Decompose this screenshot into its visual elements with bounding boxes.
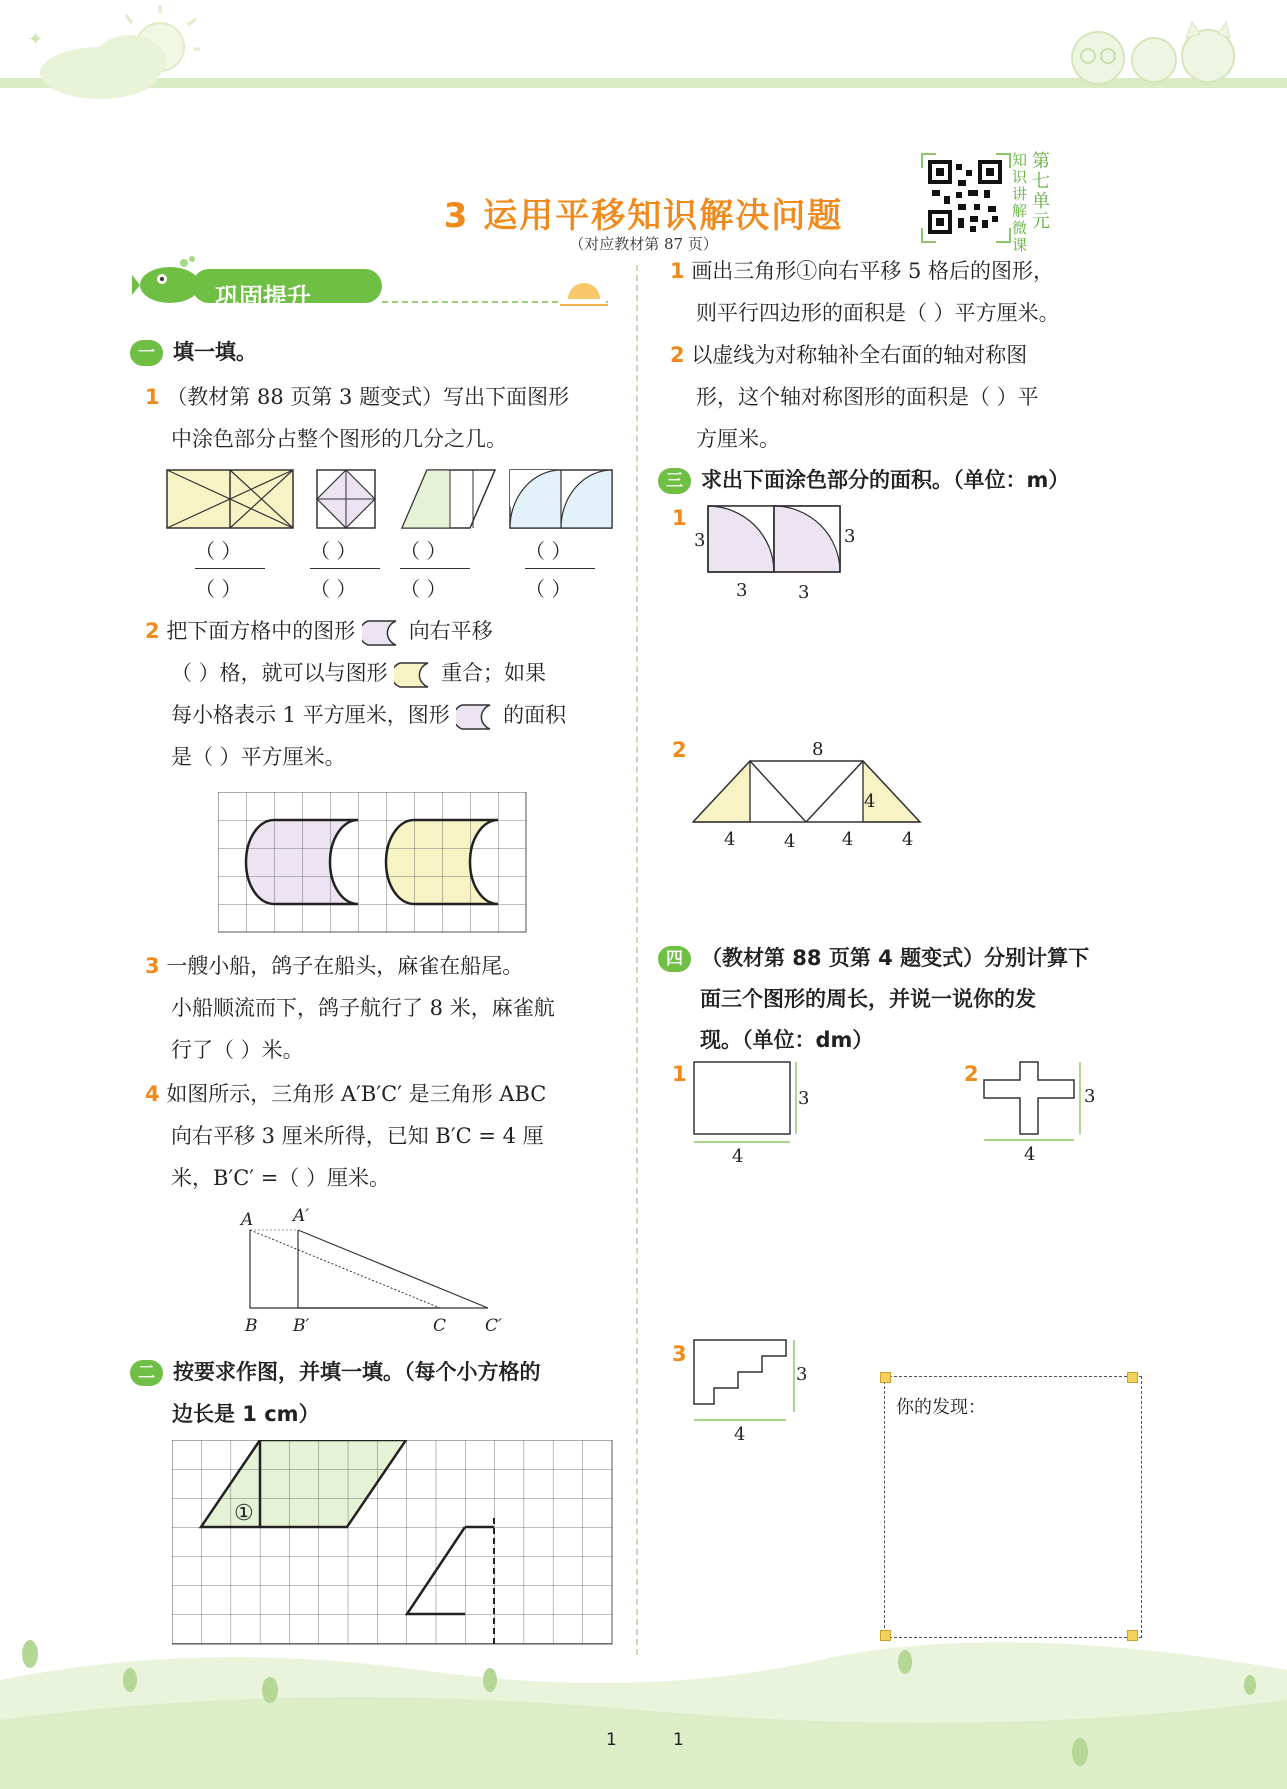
fraction-blank-2[interactable]: （ ） （ ） (310, 535, 380, 602)
svg-text:4: 4 (732, 1146, 744, 1167)
svg-text:3: 3 (844, 526, 856, 547)
figure-number: 1 (672, 1062, 687, 1086)
section-4-heading: 四 （教材第 88 页第 4 题变式）分别计算下 面三个图形的周长，并说一说你的发 现。（单位：dm） (658, 938, 1148, 1061)
label-b: B (245, 1316, 258, 1336)
corner-marker (880, 1372, 891, 1383)
cross-figure (982, 1058, 1122, 1168)
svg-text:4: 4 (724, 829, 736, 850)
section-1-badge: 一 (130, 340, 163, 366)
question-1-3: 3 一艘小船，鸽子在船头，麻雀在船尾。 小船顺流而下，鸽子航行了 8 米，麻雀航 行了（ ）米。 (145, 954, 555, 1062)
banner-title: 巩固提升 (215, 283, 311, 311)
fraction-blank-4[interactable]: （ ） （ ） (525, 535, 595, 602)
page-number-left: 1 (606, 1730, 617, 1750)
page-number-right: 1 (673, 1730, 684, 1750)
svg-text:8: 8 (812, 739, 824, 760)
svg-text:3: 3 (798, 582, 810, 602)
figure-number: 2 (672, 738, 687, 762)
question-2-1: 1 画出三角形①向右平移 5 格后的图形， 则平行四边形的面积是（ ）平方厘米。 (670, 259, 1060, 325)
section-2-badge: 二 (130, 1360, 163, 1386)
landscape-decoration (0, 1640, 1287, 1789)
question-number: 1 (145, 385, 160, 409)
svg-text:4: 4 (902, 829, 914, 850)
label-a-prime: A′ (293, 1206, 310, 1226)
section-1-heading (130, 336, 257, 366)
label-b-prime: B′ (293, 1316, 310, 1336)
question-text: （教材第 88 页第 3 题变式）写出下面图形 (166, 385, 570, 409)
section-2-heading: 二 按要求作图，并填一填。（每个小方格的 边长是 1 cm） (130, 1351, 620, 1435)
shape-icon (394, 661, 434, 689)
svg-text:3: 3 (1084, 1086, 1096, 1107)
figure-number: 2 (964, 1062, 979, 1086)
trapezoid-figure (690, 735, 950, 855)
shape-icon (456, 703, 496, 731)
fraction-blank-3[interactable]: （ ） （ ） (400, 535, 470, 602)
translation-grid (218, 792, 530, 934)
quarter-circle-figure (690, 502, 870, 602)
section-banner (132, 255, 612, 315)
figure-number: 3 (672, 1342, 687, 1366)
section-1-title: 填一填。 (173, 340, 257, 364)
section-3-heading: 三 求出下面涂色部分的面积。（单位：m） (658, 464, 1069, 494)
question-1-2: 2 把下面方格中的图形 向右平移 （ ）格，就可以与图形 重合；如果 每小格表示 1 平方厘米，图形 的面积 是（ ）平方厘米。 (145, 619, 567, 769)
svg-text:4: 4 (864, 791, 876, 812)
fraction-figures (165, 468, 615, 530)
fraction-blank-1[interactable]: （ ） （ ） (195, 535, 265, 602)
question-1-1 (145, 376, 615, 460)
question-1-4: 4 如图所示，三角形 A′B′C′ 是三角形 ABC 向右平移 3 厘米所得，已知 B′C = 4 厘 米，B′C′ =（ ）厘米。 (145, 1082, 547, 1190)
cloud-sun-decoration (20, 5, 200, 105)
triangle-translation-figure (235, 1205, 515, 1337)
shape-icon (362, 619, 402, 647)
svg-text:3: 3 (796, 1364, 808, 1385)
figure-number: 1 (672, 506, 687, 530)
shape-label: ① (234, 1501, 254, 1526)
svg-text:4: 4 (1024, 1144, 1036, 1165)
drawing-grid[interactable] (172, 1440, 614, 1646)
svg-text:4: 4 (842, 829, 854, 850)
qr-side-label: 知识讲解微课 (1012, 151, 1028, 254)
question-text: 中涂色部分占整个图形的几分之几。 (171, 427, 507, 451)
svg-text:✦: ✦ (28, 29, 44, 50)
label-c: C (433, 1316, 447, 1336)
svg-text:4: 4 (784, 831, 796, 852)
svg-text:3: 3 (694, 530, 706, 551)
page-title: 3 运用平移知识解决问题 (443, 196, 844, 236)
unit-label: 第七单元 (1032, 151, 1050, 232)
page-subtitle: （对应教材第 87 页） (569, 235, 718, 253)
question-2-2: 2 以虚线为对称轴补全右面的轴对称图 形，这个轴对称图形的面积是（ ）平 方厘米。 (670, 343, 1039, 451)
label-a: A (241, 1210, 254, 1230)
svg-text:3: 3 (798, 1088, 810, 1109)
findings-label: 你的发现： (896, 1397, 986, 1418)
svg-text:4: 4 (734, 1424, 746, 1445)
animal-faces-decoration (1058, 18, 1258, 88)
qr-frame (920, 152, 1012, 244)
staircase-figure (690, 1336, 830, 1446)
label-c-prime: C′ (485, 1316, 502, 1336)
svg-text:3: 3 (736, 580, 748, 601)
column-divider (636, 265, 638, 1655)
section-4-badge: 四 (658, 946, 691, 972)
corner-marker (1127, 1372, 1138, 1383)
rectangle-figure (690, 1058, 830, 1168)
section-3-badge: 三 (658, 468, 691, 494)
